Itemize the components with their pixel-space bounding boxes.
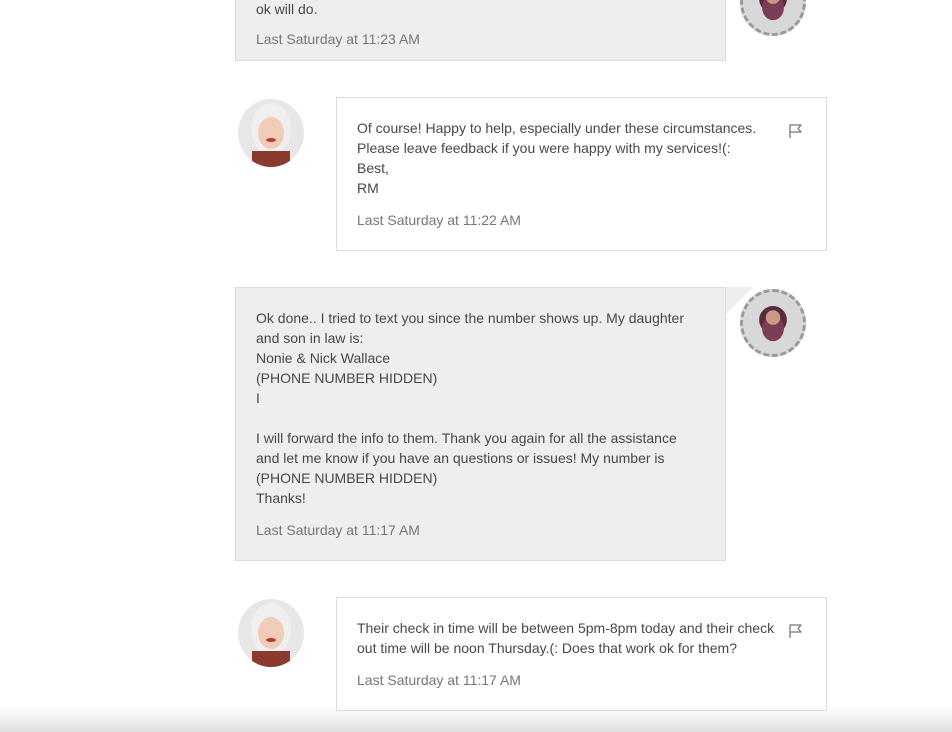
host-avatar[interactable] (238, 99, 304, 167)
message-timestamp: Last Saturday at 11:22 AM (357, 212, 521, 228)
scroll-fade (0, 706, 952, 732)
host-message-bubble (336, 597, 827, 711)
message-text: Ok done.. I tried to text you since the number shows up. My daughter and son in law is: Nonie & Nick Wallace (PHONE NUMBER HIDDEN) I I will forward the info to them. Thank you again for all the assistance and let me know if you have an questions or issues! My number is (PHONE NUMBER HIDDEN) Thanks! (256, 310, 685, 506)
guest-message-bubble (235, 0, 726, 61)
message-timestamp: Last Saturday at 11:23 AM (256, 31, 420, 47)
message-text: ok will do. (256, 1, 318, 17)
message-timestamp: Last Saturday at 11:17 AM (357, 672, 521, 688)
flag-icon[interactable] (788, 623, 804, 639)
guest-avatar[interactable] (740, 289, 806, 357)
guest-avatar[interactable] (740, 0, 806, 36)
message-text: Of course! Happy to help, especially under these circumstances. Please leave feedback if you were happy with my services!(: Best, RM (357, 120, 757, 196)
message-timestamp: Last Saturday at 11:17 AM (256, 522, 420, 538)
guest-message-bubble (235, 287, 726, 561)
message-text: Their check in time will be between 5pm-8pm today and their check out time will be noon Thursday.(: Does that work ok for them? (357, 620, 775, 656)
host-message-bubble (336, 97, 827, 251)
flag-icon[interactable] (788, 123, 804, 139)
host-avatar[interactable] (238, 599, 304, 667)
